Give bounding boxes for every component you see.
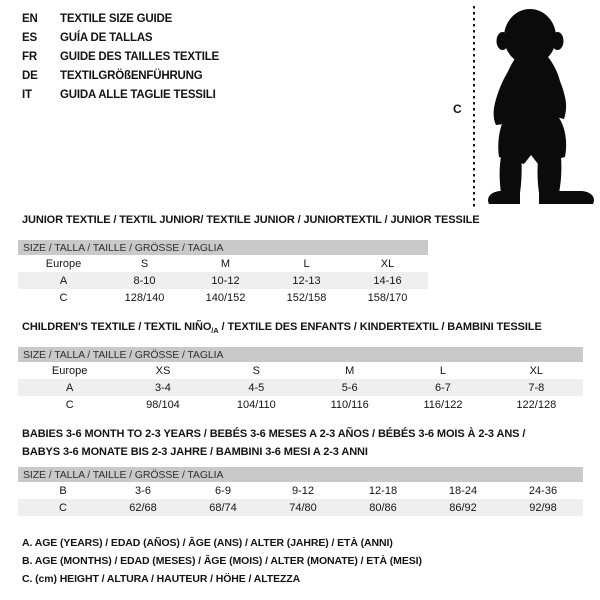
size-cell: M [345,364,355,377]
size-cell: 62/68 [129,501,157,514]
language-title: TEXTILGRÖßENFÜHRUNG [60,69,203,82]
footnote-line-a: A. AGE (YEARS) / EDAD (AÑOS) / ÂGE (ANS) / ALTER (JAHRE) / ETÀ (ANNI) [22,537,393,549]
children-size-table [18,347,583,413]
size-cell: 104/110 [236,398,276,411]
babies-size-table [18,467,583,516]
size-cell: 6-7 [435,381,451,394]
size-cell: 74/80 [289,501,317,514]
language-code: IT [22,88,32,101]
table-row-height [18,499,583,516]
size-cell: XS [155,364,171,377]
table-row-age-years [18,272,428,289]
size-cell: 98/104 [146,398,180,411]
heading-text-line1: BABIES 3-6 MONTH TO 2-3 YEARS / BEBÉS 3-6 MESES A 2-3 AÑOS / BÉBÉS 3-6 MOIS À 2-3 ANS / [22,428,526,440]
language-code: EN [22,12,38,25]
footnote-line-b: B. AGE (MONTHS) / EDAD (MESES) / ÂGE (MOIS) / ALTER (MONATE) / ETÀ (MESI) [22,555,422,567]
size-cell: XL [380,257,395,270]
size-cell: 68/74 [209,501,237,514]
size-cell: 14-16 [373,274,402,287]
language-code: ES [22,31,37,44]
row-label: Europe [51,364,88,377]
table-row-height [18,396,583,413]
size-cell: 152/158 [286,291,327,304]
junior-size-table [18,240,428,306]
size-cell: L [303,257,310,270]
size-cell: L [439,364,447,377]
size-cell: 86/92 [449,501,477,514]
height-dashed-line [473,6,475,207]
size-header-row: SIZE / TALLA / TAILLE / GRÖSSE / TAGLIA [18,467,583,482]
heading-subscript: /A [211,326,219,336]
language-title: TEXTILE SIZE GUIDE [60,12,173,25]
table-row-height [18,289,428,306]
row-label: B [59,484,67,497]
size-cell: 158/170 [367,291,408,304]
heading-text: CHILDREN'S TEXTILE / TEXTIL NIÑO [22,321,212,333]
size-cell: 128/140 [124,291,165,304]
children-section-heading [22,321,542,335]
row-label: A [59,274,68,287]
size-cell: 18-24 [448,484,478,497]
size-cell: 140/152 [205,291,246,304]
size-cell: 6-9 [215,484,231,497]
heading-text-line2: BABYS 3-6 MONATE BIS 2-3 JAHRE / BAMBINI 3-6 MESI A 2-3 ANNI [22,446,368,458]
size-cell: 122/128 [516,398,557,411]
size-header-row: SIZE / TALLA / TAILLE / GRÖSSE / TAGLIA [18,347,583,362]
language-title-list [22,9,219,104]
size-cell: 8-10 [133,274,156,287]
size-cell: 3-6 [135,484,151,497]
language-row [22,47,219,66]
toddler-silhouette-icon [485,7,597,207]
language-code: DE [22,69,38,82]
child-height-figure [445,4,600,210]
size-cell: 9-12 [291,484,315,497]
footnotes [22,537,422,591]
footnote-line-c: C. (cm) HEIGHT / ALTURA / HAUTEUR / HÖHE / ALTEZZA [22,573,301,585]
size-cell: 5-6 [341,381,358,394]
table-row-age-months [18,482,583,499]
size-cell: 110/116 [330,398,369,411]
height-measure-label: C [453,102,462,116]
size-cell: 12-18 [368,484,398,497]
size-cell: 80/86 [369,501,397,514]
size-cell: 12-13 [292,274,321,287]
size-cell: 92/98 [529,501,557,514]
language-row [22,85,219,104]
language-row [22,66,219,85]
row-label: C [59,501,67,514]
row-label: C [65,398,74,411]
table-row-europe [18,362,583,379]
size-cell: 24-36 [528,484,558,497]
junior-section-heading: JUNIOR TEXTILE / TEXTIL JUNIOR/ TEXTILE JUNIOR / JUNIORTEXTIL / JUNIOR TESSILE [22,214,480,226]
size-cell: 4-5 [248,381,265,394]
size-header-row: SIZE / TALLA / TAILLE / GRÖSSE / TAGLIA [18,240,428,255]
size-cell: 10-12 [211,274,240,287]
row-label: C [59,291,68,304]
table-row-europe [18,255,428,272]
size-cell: 3-4 [155,381,171,394]
size-cell: 116/122 [423,398,463,411]
size-cell: 7-8 [528,381,545,394]
language-row [22,28,219,47]
row-label: Europe [45,257,82,270]
row-label: A [65,381,74,394]
size-cell: XL [529,364,544,377]
size-cell: S [140,257,149,270]
language-title: GUIDA ALLE TAGLIE TESSILI [60,88,216,101]
language-code: FR [22,50,37,63]
table-row-age-years [18,379,583,396]
size-cell: M [220,257,231,270]
babies-section-heading [22,425,525,461]
language-title: GUÍA DE TALLAS [60,31,153,44]
language-title: GUIDE DES TAILLES TEXTILE [60,50,219,63]
language-row [22,9,219,28]
heading-text: / TEXTILE DES ENFANTS / KINDERTEXTIL / BAMBINI TESSILE [218,321,542,333]
size-cell: S [252,364,260,377]
